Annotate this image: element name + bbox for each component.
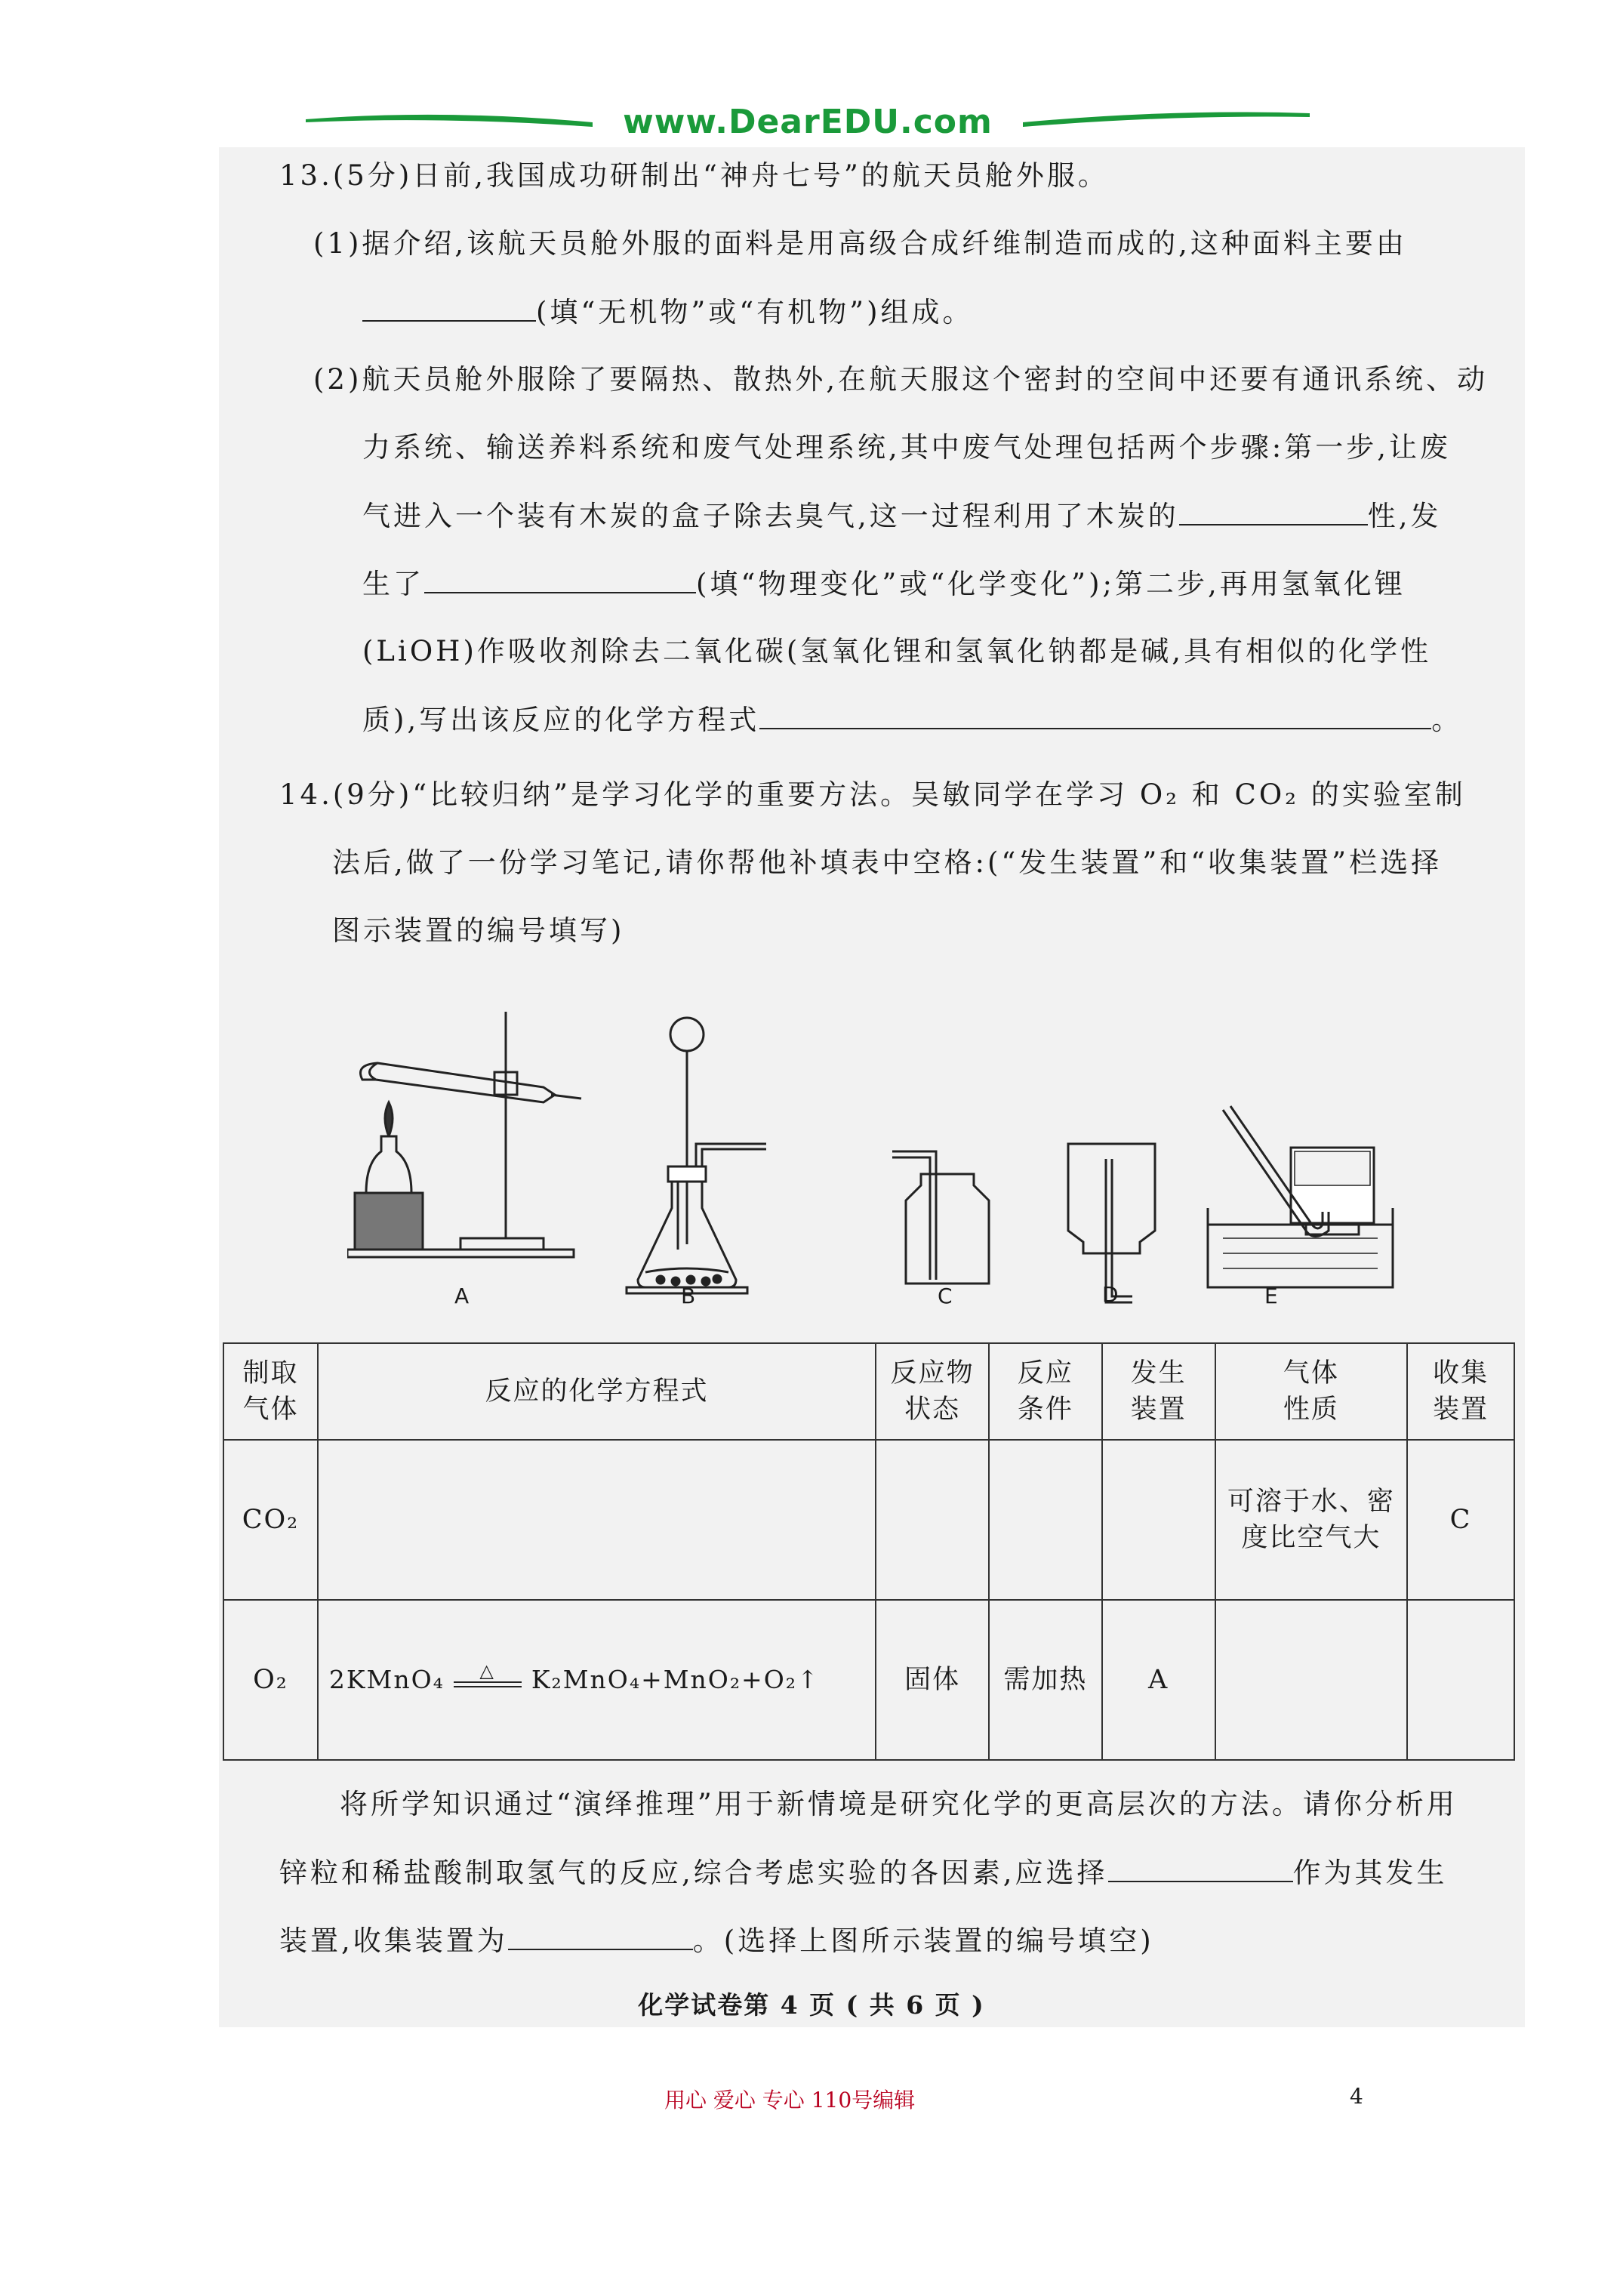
cell-co2-state[interactable]	[876, 1440, 989, 1600]
comparison-table	[223, 1342, 1515, 1761]
q13-p2-line1: (2)航天员舱外服除了要隔热、散热外,在航天服这个密封的空间中还要有通讯系统、动	[313, 363, 1489, 396]
answer-blank-3[interactable]	[424, 565, 696, 593]
apparatus-d	[1068, 1144, 1155, 1302]
figure-label-d: D	[1102, 1282, 1119, 1307]
eq-left: 2KMnO₄	[328, 1665, 445, 1694]
cell-o2-gas: O₂	[223, 1600, 318, 1760]
site-header	[306, 98, 1310, 151]
after-line2b: 作为其发生	[1292, 1857, 1448, 1889]
apparatus-a	[347, 1012, 581, 1257]
q13-p1-line1: (1)据介绍,该航天员舱外服的面料是用高级合成纤维制造而成的,这种面料主要由	[313, 227, 1407, 260]
q13-p2-line6-end: 。	[1431, 704, 1463, 736]
header-property: 气体 性质	[1215, 1343, 1408, 1440]
figure-label-b: B	[681, 1284, 696, 1308]
q13-p2-line4a: 生了	[362, 568, 424, 600]
header-collector: 收集 装置	[1407, 1343, 1514, 1440]
after-line3b: 。(选择上图所示装置的编号填空)	[692, 1925, 1154, 1957]
answer-blank-4[interactable]	[759, 701, 1431, 729]
cell-co2-gas: CO₂	[223, 1440, 318, 1600]
apparatus-e	[1208, 1106, 1393, 1287]
q13-p2-line3b: 性,发	[1367, 500, 1442, 532]
delta-symbol: △	[479, 1660, 495, 1681]
q13-p2-line6-wrap	[362, 701, 1462, 739]
q14-line1: 14.(9分)“比较归纳”是学习化学的重要方法。吴敏同学在学习 O₂ 和 CO₂ 的实验室制	[279, 778, 1466, 811]
header-condition: 反应 条件	[989, 1343, 1102, 1440]
q13-p1-line2: (填“无机物”或“有机物”)组成。	[536, 296, 974, 328]
apparatus-b	[627, 1018, 766, 1293]
apparatus-drawing	[347, 982, 1525, 1314]
header-gas: 制取 气体	[223, 1343, 318, 1440]
q13-p2-line6: 质),写出该反应的化学方程式	[362, 704, 760, 736]
figure-label-e: E	[1264, 1284, 1278, 1308]
header-state: 反应物 状态	[876, 1343, 989, 1440]
q13-p1-line2-wrap	[362, 293, 974, 331]
table-header-row	[223, 1343, 1514, 1440]
cell-o2-property[interactable]	[1215, 1600, 1408, 1760]
answer-blank-2[interactable]	[1179, 497, 1368, 525]
q13-p2-line4b: (填“物理变化”或“化学变化”);第二步,再用氢氧化锂	[696, 568, 1406, 600]
q14-line3: 图示装置的编号填写)	[332, 914, 625, 947]
answer-blank-5[interactable]	[1108, 1854, 1293, 1882]
apparatus-c	[892, 1151, 989, 1284]
page-indicator: 化学试卷第 4 页 ( 共 6 页 )	[638, 1990, 985, 2020]
cell-o2-generator: A	[1102, 1600, 1215, 1760]
site-name[interactable]: www.DearEDU.com	[623, 103, 993, 141]
table-row-o2	[223, 1600, 1514, 1760]
table-row-co2	[223, 1440, 1514, 1600]
header-generator: 发生 装置	[1102, 1343, 1215, 1440]
header-equation: 反应的化学方程式	[318, 1343, 876, 1440]
after-line2-wrap	[279, 1854, 1448, 1892]
cell-co2-condition[interactable]	[989, 1440, 1102, 1600]
cell-co2-collector: C	[1407, 1440, 1514, 1600]
after-line2a: 锌粒和稀盐酸制取氢气的反应,综合考虑实验的各因素,应选择	[279, 1857, 1108, 1889]
answer-blank-6[interactable]	[508, 1922, 693, 1950]
q13-p2-line4-wrap	[362, 565, 1406, 603]
q13-p2-line3a: 气进入一个装有木炭的盒子除去臭气,这一过程利用了木炭的	[362, 500, 1179, 532]
after-line3a: 装置,收集装置为	[279, 1925, 508, 1957]
eq-right: K₂MnO₄+MnO₂+O₂↑	[531, 1665, 820, 1694]
after-line3-wrap	[279, 1922, 1154, 1960]
answer-blank-1[interactable]	[362, 293, 536, 322]
figure-label-a: A	[454, 1284, 470, 1308]
q13-p2-line3-wrap	[362, 497, 1442, 535]
cell-co2-equation[interactable]	[318, 1440, 876, 1600]
q13-p2-line5: (LiOH)作吸收剂除去二氧化碳(氢氧化锂和氢氧化钠都是碱,具有相似的化学性	[362, 635, 1432, 667]
eq-heat-arrow	[454, 1660, 522, 1697]
figure-label-c: C	[938, 1284, 953, 1308]
q13-p2-line2: 力系统、输送养料系统和废气处理系统,其中废气处理包括两个步骤:第一步,让废	[362, 431, 1451, 464]
cell-co2-property: 可溶于水、密 度比空气大	[1215, 1440, 1408, 1600]
cell-o2-condition: 需加热	[989, 1600, 1102, 1760]
q13-intro: 13.(5分)日前,我国成功研制出“神舟七号”的航天员舱外服。	[279, 159, 1109, 192]
cell-o2-collector[interactable]	[1407, 1600, 1514, 1760]
page-number: 4	[1350, 2084, 1363, 2109]
after-line1: 将所学知识通过“演绎推理”用于新情境是研究化学的更高层次的方法。请你分析用	[340, 1788, 1458, 1820]
cell-co2-generator[interactable]	[1102, 1440, 1215, 1600]
cell-o2-equation	[318, 1600, 876, 1760]
apparatus-figure	[347, 982, 1525, 1314]
cell-o2-state: 固体	[876, 1600, 989, 1760]
q14-line2: 法后,做了一份学习笔记,请你帮他补填表中空格:(“发生装置”和“收集装置”栏选择	[332, 846, 1443, 879]
editor-note: 用心 爱心 专心 110号编辑	[664, 2088, 916, 2113]
